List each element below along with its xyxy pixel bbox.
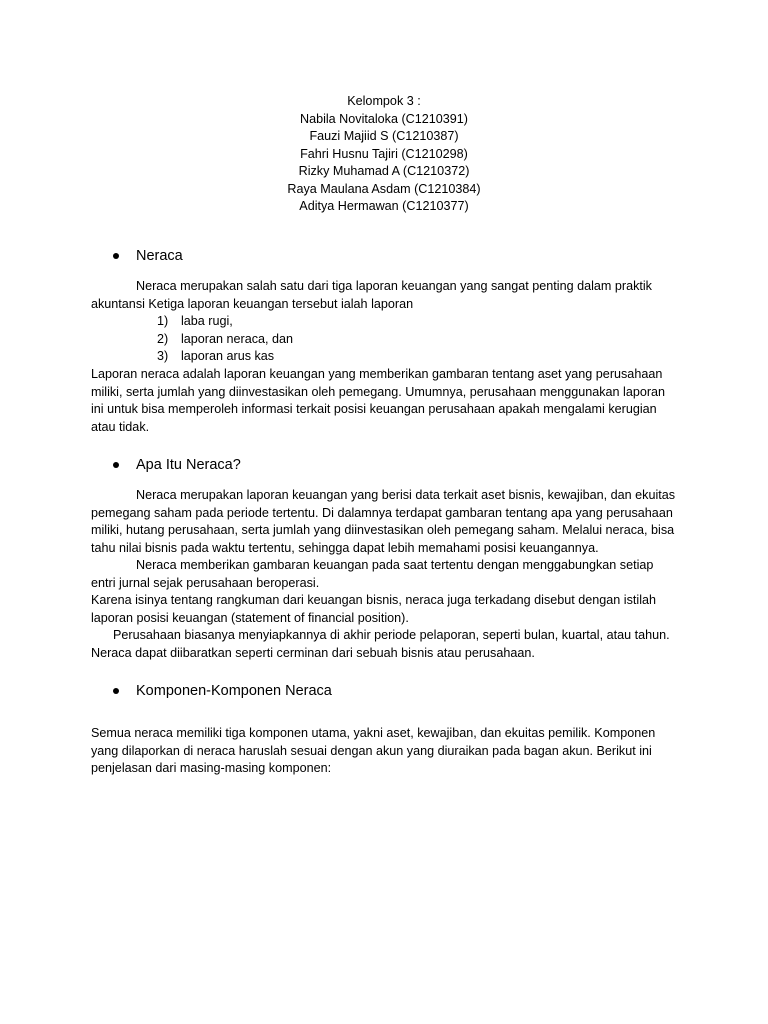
section-heading-text: Apa Itu Neraca? <box>136 457 241 473</box>
list-text: laporan arus kas <box>181 349 275 363</box>
section-heading-text: Neraca <box>136 248 183 264</box>
text-line: Neraca memberikan gambaran keuangan pada saat tertentu dengan menggabungkan setiap <box>136 558 654 572</box>
list-item <box>157 313 293 331</box>
text-line: Karena isinya tentang rangkuman dari keuangan bisnis, neraca juga terkadang disebut dengan istilah <box>91 593 657 607</box>
text-line: Laporan neraca adalah laporan keuangan yang memberikan gambaran tentang aset yang perusahaan <box>91 367 663 381</box>
bullet-icon <box>113 462 119 468</box>
list-number: 3) <box>157 349 169 363</box>
text-line: ini untuk bisa memperoleh informasi terkait posisi keuangan perusahaan apakah mengalami kerugian <box>91 402 657 416</box>
bullet-icon <box>113 253 119 259</box>
text-line: tahu nilai bisnis pada waktu tertentu, sehingga dapat lebih memahami posisi keuangannya. <box>91 540 599 555</box>
member-name: Raya Maulana Asdam (C1210384) <box>287 181 481 196</box>
text-line: pemegang saham pada periode tertentu. Di dalamnya terdapat gambaran tentang apa yang perusahaan <box>91 505 673 520</box>
list-text: laba rugi, <box>181 314 233 328</box>
paragraph <box>91 278 681 313</box>
member-name: Fauzi Majiid S (C1210387) <box>309 129 459 143</box>
group-header <box>0 93 768 216</box>
list-item <box>157 348 293 366</box>
bullet-icon <box>113 688 119 694</box>
member-name: Aditya Hermawan (C1210377) <box>299 199 469 213</box>
text-line: penjelasan dari masing-masing komponen: <box>91 761 332 775</box>
member-name: Fahri Husnu Tajiri (C1210298) <box>300 146 468 161</box>
text-line: miliki, serta jumlah yang diinvestasikan oleh pemegang. Umumnya, perusahaan menggunakan laporan <box>91 384 666 399</box>
list-text: laporan neraca, dan <box>181 331 294 346</box>
paragraph <box>91 487 681 662</box>
numbered-list <box>157 313 293 366</box>
text-line: yang dilaporkan di neraca haruslah sesuai dengan akun yang diuraikan pada bagan akun. Berikut ini <box>91 743 652 758</box>
text-line: miliki, hutang perusahaan, serta jumlah yang diinvestasikan oleh pemegang saham. Melalui neraca, bisa <box>91 523 675 537</box>
text-line: entri jurnal sejak perusahaan beroperasi. <box>91 575 320 590</box>
group-title: Kelompok 3 : <box>347 94 421 108</box>
member-name: Nabila Novitaloka (C1210391) <box>299 111 468 126</box>
text-line: Perusahaan biasanya menyiapkannya di akhir periode pelaporan, seperti bulan, kuartal, atau tahun. <box>113 628 670 642</box>
paragraph <box>91 725 681 778</box>
list-item <box>157 331 293 349</box>
text-line: Neraca merupakan salah satu dari tiga laporan keuangan yang sangat penting dalam praktik <box>136 279 652 293</box>
member-name: Rizky Muhamad A (C1210372) <box>298 164 470 178</box>
text-line: laporan posisi keuangan (statement of financial position). <box>91 610 409 625</box>
text-line: Neraca dapat diibaratkan seperti cerminan dari sebuah bisnis atau perusahaan. <box>91 645 535 660</box>
paragraph <box>91 366 681 436</box>
text-line: Semua neraca memiliki tiga komponen utama, yakni aset, kewajiban, dan ekuitas pemilik. Komponen <box>91 726 656 740</box>
text-line: Neraca merupakan laporan keuangan yang berisi data terkait aset bisnis, kewajiban, dan ekuitas <box>136 488 676 502</box>
text-line: atau tidak. <box>91 419 150 434</box>
list-number: 2) <box>157 331 169 346</box>
section-heading-text: Komponen-Komponen Neraca <box>136 683 332 699</box>
text-line: akuntansi Ketiga laporan keuangan tersebut ialah laporan <box>91 296 414 311</box>
list-number: 1) <box>157 314 169 328</box>
